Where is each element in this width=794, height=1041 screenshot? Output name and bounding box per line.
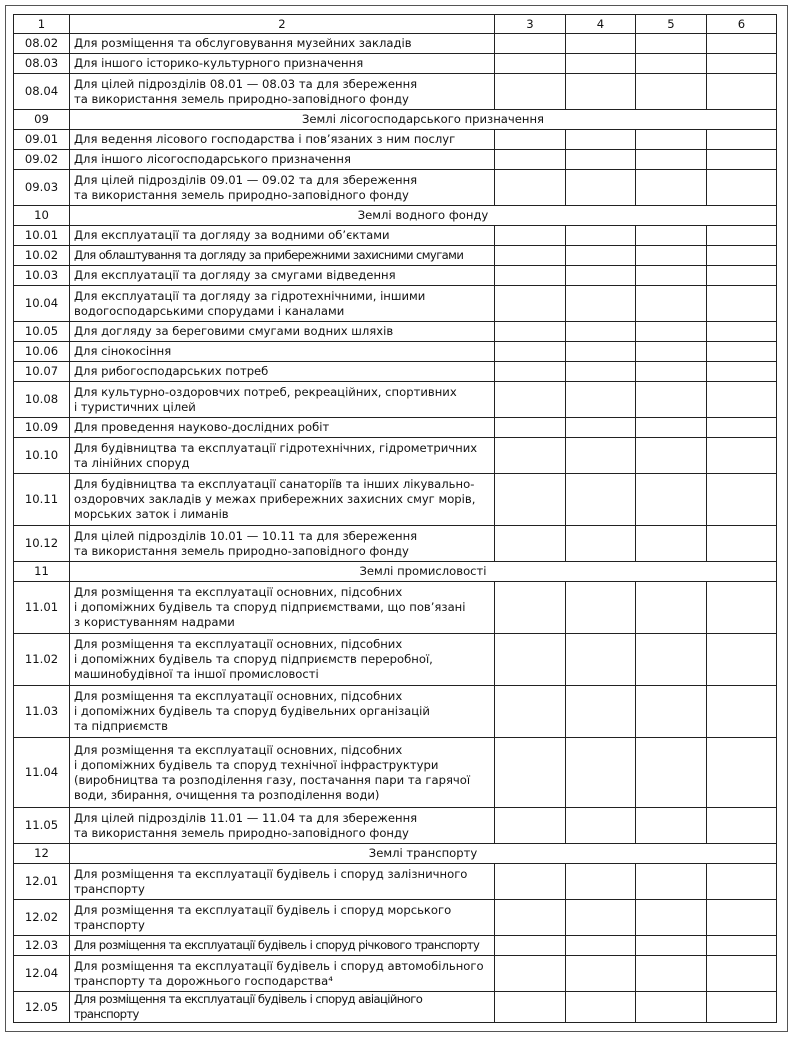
description-line: з користуванням надрами [74, 615, 235, 629]
description-line: і допоміжних будівель та споруд підприємствами, що пов’язані [74, 600, 466, 614]
table-row [14, 956, 777, 992]
value-cell [636, 362, 707, 382]
value-cell [495, 956, 566, 992]
purpose-description [70, 322, 495, 342]
value-cell [566, 864, 636, 900]
description-line: і допоміжних будівель та споруд підприємств переробної, [74, 652, 433, 666]
category-title: Землі промисловості [70, 562, 777, 582]
value-cell [707, 286, 777, 322]
value-cell [636, 936, 707, 956]
value-cell [707, 900, 777, 936]
value-cell [495, 864, 566, 900]
value-cell [566, 322, 636, 342]
table-row [14, 74, 777, 110]
row-code: 10.03 [14, 266, 70, 286]
value-cell [636, 170, 707, 206]
row-code: 10.02 [14, 246, 70, 266]
table-row [14, 342, 777, 362]
value-cell [636, 150, 707, 170]
value-cell [495, 992, 566, 1023]
purpose-description [70, 34, 495, 54]
land-use-classification-table [13, 14, 777, 1023]
value-cell [566, 634, 636, 686]
description-line: та лінійних споруд [74, 455, 190, 470]
value-cell [636, 286, 707, 322]
table-row [14, 438, 777, 474]
purpose-description [70, 900, 495, 936]
category-row [14, 206, 777, 226]
row-code: 11.01 [14, 582, 70, 634]
description-line: Для розміщення та експлуатації будівель і споруд річкового транспорту [74, 938, 480, 952]
value-cell [495, 34, 566, 54]
value-cell [636, 382, 707, 418]
purpose-description [70, 150, 495, 170]
value-cell [566, 582, 636, 634]
description-line: та підприємств [74, 719, 168, 733]
value-cell [707, 322, 777, 342]
table-row [14, 526, 777, 562]
value-cell [566, 382, 636, 418]
purpose-description [70, 226, 495, 246]
value-cell [707, 382, 777, 418]
value-cell [707, 246, 777, 266]
purpose-description [70, 582, 495, 634]
category-title: Землі транспорту [70, 844, 777, 864]
value-cell [707, 170, 777, 206]
table-row [14, 34, 777, 54]
value-cell [566, 686, 636, 738]
value-cell [707, 634, 777, 686]
row-code: 12 [14, 844, 70, 864]
row-code: 10.01 [14, 226, 70, 246]
table-row [14, 634, 777, 686]
table-row [14, 582, 777, 634]
value-cell [707, 936, 777, 956]
description-line: транспорту [74, 917, 145, 932]
table-row [14, 322, 777, 342]
description-line: Для розміщення та експлуатації будівель і споруд автомобільного [74, 958, 484, 973]
value-cell [566, 900, 636, 936]
purpose-description [70, 342, 495, 362]
value-cell [636, 992, 707, 1023]
value-cell [566, 808, 636, 844]
value-cell [566, 474, 636, 526]
value-cell [495, 634, 566, 686]
row-code: 09 [14, 110, 70, 130]
value-cell [636, 438, 707, 474]
value-cell [495, 226, 566, 246]
purpose-description [70, 170, 495, 206]
value-cell [707, 74, 777, 110]
category-title: Землі водного фонду [70, 206, 777, 226]
purpose-description [70, 74, 495, 110]
value-cell [566, 34, 636, 54]
description-line: Для будівництва та експлуатації санаторіїв та інших лікувально- [74, 477, 475, 491]
description-line: Для сінокосіння [74, 344, 172, 358]
value-cell [707, 474, 777, 526]
row-code: 09.03 [14, 170, 70, 206]
purpose-description [70, 936, 495, 956]
column-header: 1 [14, 15, 70, 34]
description-line: води, збирання, очищення та розподілення води) [74, 787, 380, 802]
description-line: транспорту та дорожнього господарства⁴ [74, 973, 333, 988]
value-cell [495, 150, 566, 170]
purpose-description [70, 808, 495, 844]
row-code: 10.07 [14, 362, 70, 382]
purpose-description [70, 130, 495, 150]
purpose-description [70, 418, 495, 438]
row-code: 12.03 [14, 936, 70, 956]
description-line: Для розміщення та експлуатації основних, підсобних [74, 742, 403, 757]
purpose-description [70, 526, 495, 562]
value-cell [636, 322, 707, 342]
value-cell [495, 738, 566, 808]
table-row [14, 900, 777, 936]
purpose-description [70, 634, 495, 686]
value-cell [566, 362, 636, 382]
description-line: Для ведення лісового господарства і пов’язаних з ним послуг [74, 132, 456, 146]
table-row [14, 226, 777, 246]
row-code: 08.04 [14, 74, 70, 110]
value-cell [566, 418, 636, 438]
row-code: 10.05 [14, 322, 70, 342]
value-cell [495, 808, 566, 844]
value-cell [707, 438, 777, 474]
value-cell [707, 582, 777, 634]
description-line: і туристичних цілей [74, 399, 196, 414]
table-row [14, 418, 777, 438]
value-cell [707, 362, 777, 382]
column-header: 5 [636, 15, 707, 34]
value-cell [636, 526, 707, 562]
description-line: Для експлуатації та догляду за водними об’єктами [74, 228, 390, 242]
value-cell [707, 808, 777, 844]
row-code: 10.06 [14, 342, 70, 362]
value-cell [707, 956, 777, 992]
description-line: морських заток і лиманів [74, 507, 229, 521]
table-row [14, 170, 777, 206]
value-cell [636, 266, 707, 286]
value-cell [636, 738, 707, 808]
table-row [14, 150, 777, 170]
table-row [14, 992, 777, 1023]
row-code: 10 [14, 206, 70, 226]
value-cell [495, 322, 566, 342]
value-cell [636, 342, 707, 362]
description-line: і допоміжних будівель та споруд будівельних організацій [74, 704, 430, 718]
description-line: Для іншого історико-культурного призначення [74, 56, 364, 70]
value-cell [495, 418, 566, 438]
value-cell [495, 286, 566, 322]
column-header: 2 [70, 15, 495, 34]
value-cell [636, 634, 707, 686]
purpose-description [70, 686, 495, 738]
value-cell [495, 246, 566, 266]
row-code: 11.03 [14, 686, 70, 738]
table-row [14, 246, 777, 266]
row-code: 10.12 [14, 526, 70, 562]
value-cell [636, 956, 707, 992]
description-line: Для експлуатації та догляду за смугами відведення [74, 268, 396, 282]
description-line: Для розміщення та експлуатації основних, підсобних [74, 637, 403, 651]
table-row [14, 686, 777, 738]
description-line: Для цілей підрозділів 11.01 — 11.04 та для збереження [74, 810, 418, 825]
description-line: (виробництва та розподілення газу, постачання пари та гарячої [74, 772, 471, 787]
value-cell [566, 526, 636, 562]
value-cell [707, 738, 777, 808]
purpose-description [70, 438, 495, 474]
value-cell [636, 226, 707, 246]
description-line: машинобудівної та іншої промисловості [74, 667, 319, 681]
description-line: Для розміщення та експлуатації основних, підсобних [74, 585, 403, 599]
description-line: та використання земель природно-заповідного фонду [74, 825, 409, 840]
purpose-description [70, 54, 495, 74]
row-code: 11 [14, 562, 70, 582]
description-line: Для рибогосподарських потреб [74, 364, 269, 378]
table-row [14, 286, 777, 322]
value-cell [566, 226, 636, 246]
value-cell [707, 864, 777, 900]
value-cell [636, 686, 707, 738]
description-line: Для будівництва та експлуатації гідротехнічних, гідрометричних [74, 440, 478, 455]
row-code: 12.02 [14, 900, 70, 936]
value-cell [707, 54, 777, 74]
purpose-description [70, 956, 495, 992]
value-cell [495, 936, 566, 956]
value-cell [566, 992, 636, 1023]
value-cell [566, 130, 636, 150]
value-cell [566, 150, 636, 170]
table-row [14, 864, 777, 900]
description-line: Для культурно-оздоровчих потреб, рекреаційних, спортивних [74, 384, 457, 399]
description-line: Для цілей підрозділів 10.01 — 10.11 та для збереження [74, 528, 418, 543]
value-cell [636, 900, 707, 936]
value-cell [707, 342, 777, 362]
description-line: Для облаштування та догляду за прибережними захисними смугами [74, 248, 464, 262]
description-line: Для розміщення та обслуговування музейних закладів [74, 36, 412, 50]
table-body [14, 34, 777, 1023]
category-row [14, 110, 777, 130]
value-cell [636, 864, 707, 900]
purpose-description [70, 286, 495, 322]
value-cell [707, 526, 777, 562]
row-code: 08.03 [14, 54, 70, 74]
value-cell [707, 418, 777, 438]
row-code: 10.04 [14, 286, 70, 322]
value-cell [636, 418, 707, 438]
row-code: 12.04 [14, 956, 70, 992]
row-code: 11.04 [14, 738, 70, 808]
table-row [14, 382, 777, 418]
table-row [14, 474, 777, 526]
description-line: Для цілей підрозділів 08.01 — 08.03 та для збереження [74, 76, 418, 91]
description-line: водогосподарськими спорудами і каналами [74, 303, 345, 318]
value-cell [495, 474, 566, 526]
value-cell [566, 266, 636, 286]
row-code: 12.05 [14, 992, 70, 1023]
description-line: Для цілей підрозділів 09.01 — 09.02 та для збереження [74, 172, 418, 187]
value-cell [566, 936, 636, 956]
value-cell [707, 130, 777, 150]
category-title: Землі лісогосподарського призначення [70, 110, 777, 130]
description-line: Для розміщення та експлуатації будівель і споруд морського [74, 902, 452, 917]
column-header: 4 [566, 15, 636, 34]
purpose-description [70, 738, 495, 808]
value-cell [636, 474, 707, 526]
value-cell [495, 54, 566, 74]
value-cell [566, 246, 636, 266]
description-line: Для розміщення та експлуатації основних, підсобних [74, 689, 403, 703]
purpose-description [70, 246, 495, 266]
row-code: 12.01 [14, 864, 70, 900]
row-code: 09.01 [14, 130, 70, 150]
description-line: Для іншого лісогосподарського призначення [74, 152, 351, 166]
value-cell [636, 246, 707, 266]
value-cell [636, 34, 707, 54]
row-code: 11.02 [14, 634, 70, 686]
table-row [14, 266, 777, 286]
row-code: 08.02 [14, 34, 70, 54]
value-cell [495, 362, 566, 382]
value-cell [566, 286, 636, 322]
description-line: оздоровчих закладів у межах прибережних захисних смуг морів, [74, 492, 476, 506]
value-cell [566, 54, 636, 74]
value-cell [707, 150, 777, 170]
row-code: 10.11 [14, 474, 70, 526]
description-line: та використання земель природно-заповідного фонду [74, 187, 409, 202]
value-cell [566, 438, 636, 474]
value-cell [707, 226, 777, 246]
description-line: транспорту [74, 881, 145, 896]
purpose-description [70, 864, 495, 900]
purpose-description [70, 382, 495, 418]
value-cell [636, 54, 707, 74]
category-row [14, 562, 777, 582]
value-cell [707, 992, 777, 1023]
row-code: 10.10 [14, 438, 70, 474]
column-number-row [14, 15, 777, 34]
value-cell [566, 342, 636, 362]
value-cell [495, 74, 566, 110]
row-code: 10.09 [14, 418, 70, 438]
table-row [14, 130, 777, 150]
description-line: Для догляду за береговими смугами водних шляхів [74, 324, 394, 338]
value-cell [495, 686, 566, 738]
purpose-description [70, 266, 495, 286]
value-cell [495, 382, 566, 418]
value-cell [636, 74, 707, 110]
value-cell [566, 74, 636, 110]
row-code: 10.08 [14, 382, 70, 418]
value-cell [495, 900, 566, 936]
value-cell [495, 130, 566, 150]
description-line: Для розміщення та експлуатації будівель і споруд авіаційного транспорту [74, 992, 423, 1021]
value-cell [566, 170, 636, 206]
description-line: та використання земель природно-заповідного фонду [74, 543, 409, 558]
description-line: Для експлуатації та догляду за гідротехнічними, іншими [74, 288, 426, 303]
value-cell [495, 170, 566, 206]
table-row [14, 54, 777, 74]
value-cell [495, 526, 566, 562]
description-line: Для розміщення та експлуатації будівель і споруд залізничного [74, 866, 468, 881]
table-row [14, 362, 777, 382]
value-cell [707, 686, 777, 738]
row-code: 09.02 [14, 150, 70, 170]
value-cell [707, 34, 777, 54]
value-cell [707, 266, 777, 286]
description-line: Для проведення науково-дослідних робіт [74, 420, 330, 434]
description-line: і допоміжних будівель та споруд технічної інфраструктури [74, 757, 439, 772]
value-cell [495, 438, 566, 474]
table-row [14, 808, 777, 844]
value-cell [566, 738, 636, 808]
table-row [14, 936, 777, 956]
value-cell [636, 808, 707, 844]
value-cell [495, 582, 566, 634]
value-cell [495, 342, 566, 362]
table-row [14, 738, 777, 808]
category-row [14, 844, 777, 864]
purpose-description [70, 474, 495, 526]
column-header: 6 [707, 15, 777, 34]
value-cell [636, 582, 707, 634]
purpose-description [70, 992, 495, 1023]
row-code: 11.05 [14, 808, 70, 844]
column-header: 3 [495, 15, 566, 34]
purpose-description [70, 362, 495, 382]
value-cell [566, 956, 636, 992]
description-line: та використання земель природно-заповідного фонду [74, 91, 409, 106]
value-cell [636, 130, 707, 150]
value-cell [495, 266, 566, 286]
